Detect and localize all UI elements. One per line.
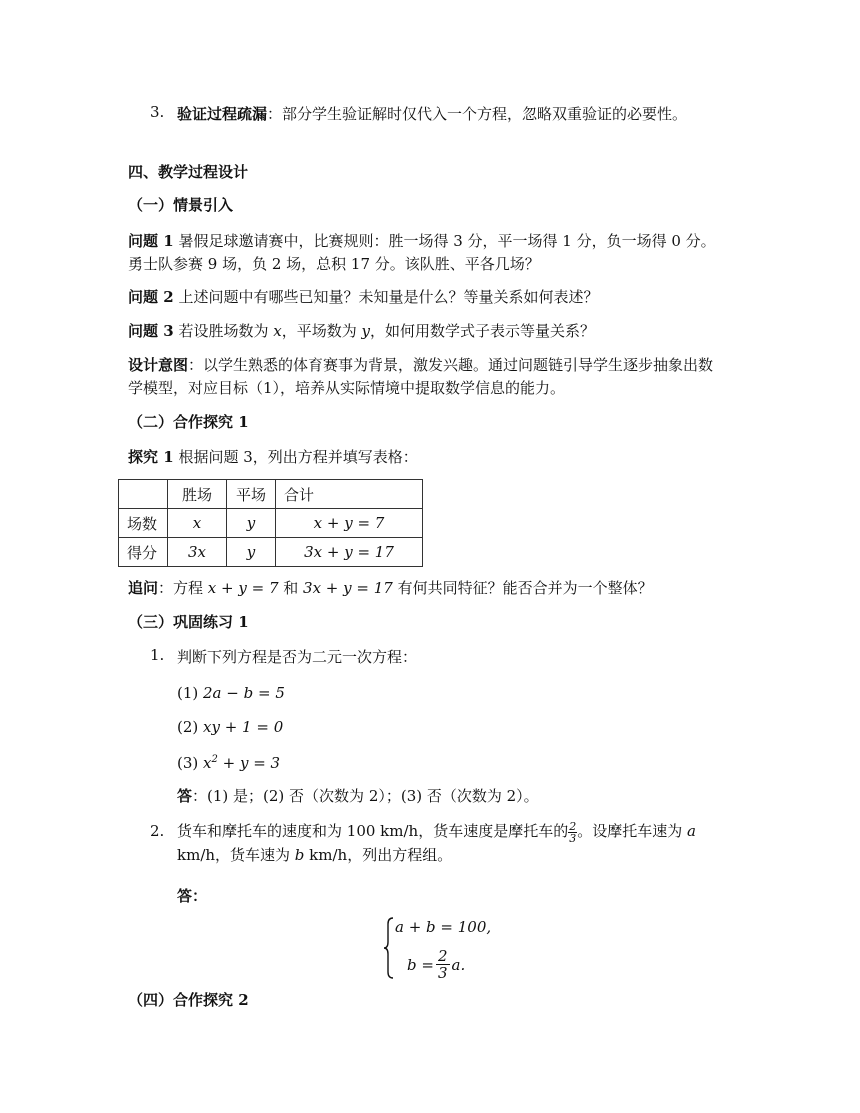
fraction-denominator: 3 <box>437 964 448 982</box>
equation-system <box>383 916 523 980</box>
exercise-item <box>177 716 283 739</box>
math-var: y <box>361 322 370 340</box>
math-var: b <box>294 845 305 864</box>
exercise-1-text: 判断下列方程是否为二元一次方程： <box>177 648 418 666</box>
table-header-cell: 平场 <box>227 480 276 509</box>
exercise-text: km/h，列出方程组。 <box>304 845 453 864</box>
math-expression: x <box>203 754 212 772</box>
math-expression: 2a − b = 5 <box>203 684 285 702</box>
data-table <box>118 479 423 567</box>
equation-text: a. <box>451 955 466 974</box>
subsection-heading: （二）合作探究 1 <box>128 413 249 431</box>
subsection-heading: （一）情景引入 <box>128 196 234 214</box>
exercise-item-label: (1) <box>177 684 204 702</box>
math-var: a <box>686 822 696 840</box>
list-item-text: ：部分学生验证解时仅代入一个方程，忽略双重验证的必要性。 <box>267 105 688 123</box>
table-row <box>119 509 423 538</box>
question-label: 问题 3 <box>128 322 174 340</box>
question-text: 上述问题中有哪些已知量？未知量是什么？等量关系如何表述？ <box>173 288 599 306</box>
exercise-item-label: (2) <box>177 718 204 736</box>
left-brace-icon <box>383 916 395 980</box>
follow-up-question <box>128 577 728 600</box>
table-row <box>119 538 423 567</box>
question-label: 问题 1 <box>128 232 174 250</box>
math-expression: + y = 3 <box>217 754 281 772</box>
answer-label: 答 <box>177 887 193 905</box>
design-intent <box>128 354 728 400</box>
equation-line-2 <box>407 948 465 981</box>
equation-text: b = <box>407 955 434 974</box>
question-text: ，如何用数学式子表示等量关系？ <box>369 322 595 340</box>
table-header-cell <box>119 480 168 509</box>
answer-label: 答 <box>177 787 193 805</box>
fraction-denominator: 3 <box>569 831 577 845</box>
fraction-numerator: 2 <box>569 819 577 833</box>
answer-text: ：(1) 是；(2) 否（次数为 2）；(3) 否（次数为 2）。 <box>192 787 539 805</box>
table-cell: 得分 <box>119 538 168 567</box>
exercise-item <box>177 682 285 705</box>
answer-colon: ： <box>192 887 208 905</box>
exercise-text: 货车和摩托车的速度和为 100 km/h，货车速度是摩托车的 <box>177 822 569 840</box>
intent-text: ：以学生熟悉的体育赛事为背景，激发兴趣。通过问题链引导学生逐步抽象出数学模型，对应目标（1），培养从实际情境中提取数学信息的能力。 <box>128 356 714 397</box>
list-number: 2. <box>150 822 165 840</box>
table-cell: 3x <box>168 538 227 567</box>
exercise-item <box>177 748 280 775</box>
list-number: 3. <box>150 103 165 121</box>
table-header-cell: 合计 <box>276 480 423 509</box>
question-label: 问题 2 <box>128 288 174 306</box>
math-expression: 3x + y = 17 <box>303 579 393 597</box>
explore-1 <box>128 446 728 469</box>
explore-label: 探究 1 <box>128 448 174 466</box>
follow-up-label: 追问 <box>128 579 159 597</box>
exercise-text: 。设摩托车速为 <box>577 822 687 840</box>
question-1 <box>128 230 728 276</box>
list-number: 1. <box>150 646 165 664</box>
math-expression: xy + 1 = 0 <box>203 718 284 736</box>
table-cell: y <box>227 509 276 538</box>
exercise-2-text <box>177 820 722 867</box>
follow-up-text: ：方程 <box>158 579 208 597</box>
exercise-answer <box>177 785 539 808</box>
explore-text: 根据问题 3，列出方程并填写表格： <box>173 448 418 466</box>
question-3 <box>128 320 728 343</box>
fraction <box>436 948 450 981</box>
follow-up-text: 和 <box>278 579 304 597</box>
section-heading: 四、教学过程设计 <box>128 163 249 181</box>
exercise-item-label: (3) <box>177 754 204 772</box>
table-cell: x + y = 7 <box>276 509 423 538</box>
subsection-heading: （三）巩固练习 1 <box>128 613 249 631</box>
table-cell: y <box>227 538 276 567</box>
list-item <box>177 103 722 126</box>
exercise-answer <box>177 885 207 908</box>
table-cell: 3x + y = 17 <box>276 538 423 567</box>
table-header-cell: 胜场 <box>168 480 227 509</box>
equation-line-1: a + b = 100, <box>395 918 492 936</box>
table-header-row <box>119 480 423 509</box>
list-item-title: 验证过程疏漏 <box>177 105 268 123</box>
question-text: 若设胜场数为 <box>173 322 274 340</box>
exercise-text: km/h，货车速为 <box>177 845 295 864</box>
math-expression: x + y = 7 <box>207 579 279 597</box>
fraction-numerator: 2 <box>437 947 448 965</box>
fraction <box>568 821 577 844</box>
math-superscript: 2 <box>211 754 218 765</box>
table-cell: x <box>168 509 227 538</box>
question-text: 暑假足球邀请赛中，比赛规则：胜一场得 3 分，平一场得 1 分，负一场得 0 分。勇士队参赛 9 场，负 2 场，总积 17 分。该队胜、平各几场？ <box>128 232 716 273</box>
follow-up-text: 有何共同特征？能否合并为一个整体？ <box>392 579 653 597</box>
subsection-heading: （四）合作探究 2 <box>128 991 249 1009</box>
intent-label: 设计意图 <box>128 356 189 374</box>
question-text: ，平场数为 <box>281 322 362 340</box>
math-var: x <box>273 322 282 340</box>
question-2 <box>128 286 728 309</box>
table-cell: 场数 <box>119 509 168 538</box>
